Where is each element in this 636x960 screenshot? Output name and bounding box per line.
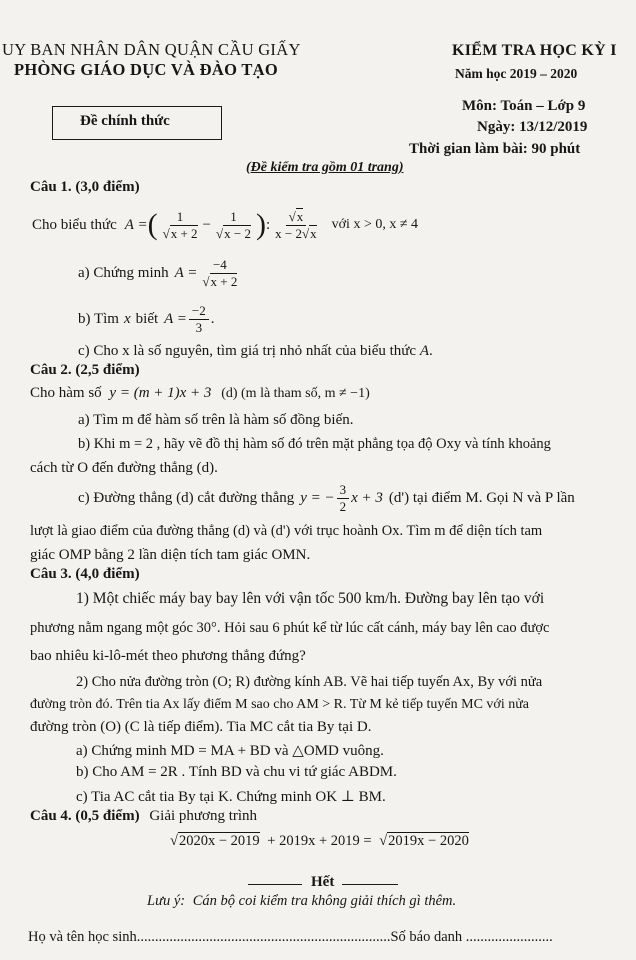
question-3-p1-line2: phương nằm ngang một góc 30°. Hỏi sau 6 phút kể từ lúc cất cánh, máy bay lên cao được [30,620,550,636]
exam-subject: Môn: Toán – Lớp 9 [462,98,586,114]
question-1-condition: với x > 0, x ≠ 4 [331,217,419,232]
question-3-p1-line3: bao nhiêu ki-lô-mét theo phương thẳng đứng? [30,648,306,664]
end-label: Hết [311,874,335,890]
office-name: PHÒNG GIÁO DỤC VÀ ĐÀO TẠO [14,60,279,79]
question-1-intro: Cho biểu thức [32,216,117,233]
question-3-p2-line1: 2) Cho nửa đường tròn (O; R) đường kính AB. Vẽ hai tiếp tuyến Ax, By với nửa [76,674,543,690]
question-1-title: Câu 1. (3,0 điểm) [30,179,140,195]
question-4-equation: √2020x − 2019 + 2019x + 2019 = √2019x − 2020 [170,833,469,849]
question-2c-line1: c) Đường thẳng (d) cắt đường thẳng y = − $\frac{3}{2}$ x + 3 (d') tại điểm M. Gọi N và P lần [78,481,575,514]
question-1a: a) Chứng minh A = $\frac{-4}{√x + 2}$ [78,256,238,289]
student-id-dots: ........................ [465,929,553,945]
student-id-label: Số báo danh [390,929,463,945]
question-2-title: Câu 2. (2,5 điểm) [30,362,140,378]
question-3-title: Câu 3. (4,0 điểm) [30,566,140,582]
question-3-p2-line3: đường tròn (O) (C là tiếp điểm). Tia MC cắt tia By tại D. [30,719,372,735]
pages-note: (Đề kiểm tra gồm 01 trang) [246,160,404,175]
question-1c: c) Cho x là số nguyên, tìm giá trị nhỏ nhất của biểu thức A. [78,343,433,359]
question-2c-line2: lượt là giao điểm của đường thẳng (d) và (d') với trục hoành Ox. Tìm m để diện tích tam [30,523,543,539]
question-3a: a) Chứng minh MD = MA + BD và △OMD vuông. [76,743,384,759]
question-2b-line2: cách từ O đến đường thẳng (d). [30,460,218,476]
footer-note: Lưu ý: Cán bộ coi kiểm tra không giải thích gì thêm. [147,893,457,909]
fraction-term-2: $\frac{1}{√x - 2}$ [216,208,251,241]
question-1-expression: Cho biểu thức A = ( $\frac{1}{√x + 2}$ − $\frac{1}{√x - 2}$ ) : $\frac{√x}{x - 2√x}$ với x > 0, x ≠ 4 [32,208,419,241]
question-2a: a) Tìm m để hàm số trên là hàm số đồng biến. [78,412,354,428]
question-2-intro: Cho hàm số y = (m + 1)x + 3 (d) (m là tham số, m ≠ −1) [30,385,370,401]
end-divider-left [248,884,302,885]
official-label: Đề chính thức [80,113,170,129]
exam-title: KIỂM TRA HỌC KỲ I [452,42,617,59]
department-name: UY BAN NHÂN DÂN QUẬN CẦU GIẤY [2,40,301,59]
question-2c-line3: giác OMP bằng 2 lần diện tích tam giác OMN. [30,547,311,563]
exam-duration: Thời gian làm bài: 90 phút [409,141,581,157]
question-2b-line1: b) Khi m = 2 , hãy vẽ đồ thị hàm số đó trên mặt phẳng tọa độ Oxy và tính khoảng [78,436,551,452]
exam-date: Ngày: 13/12/2019 [477,119,588,135]
question-3b: b) Cho AM = 2R . Tính BD và chu vi tứ giác ABDM. [76,764,397,780]
question-4-title: Câu 4. (0,5 điểm) [30,808,140,824]
fraction-term-3: $\frac{√x}{x - 2√x}$ [275,208,317,241]
school-year: Năm học 2019 – 2020 [455,66,578,81]
question-3-p1-line1: 1) Một chiếc máy bay bay lên với vận tốc 500 km/h. Đường bay lên tạo với [76,590,545,607]
end-divider-right [342,884,398,885]
fraction-term-1: $\frac{1}{√x + 2}$ [162,208,198,241]
question-4-heading: Câu 4. (0,5 điểm) Giải phương trình [30,808,258,824]
question-3c: c) Tia AC cắt tia By tại K. Chứng minh OK ⊥ BM. [76,789,386,805]
student-name-dots: ...................................................................... [136,929,391,945]
student-name-label: Họ và tên học sinh [28,929,137,945]
question-1b: b) Tìm x biết A = $\frac{-2}{3}$ . [78,302,215,335]
student-info-line [28,929,553,946]
question-3-p2-line2: đường tròn đó. Trên tia Ax lấy điểm M sao cho AM > R. Từ M kẻ tiếp tuyến MC với nửa [30,697,530,712]
